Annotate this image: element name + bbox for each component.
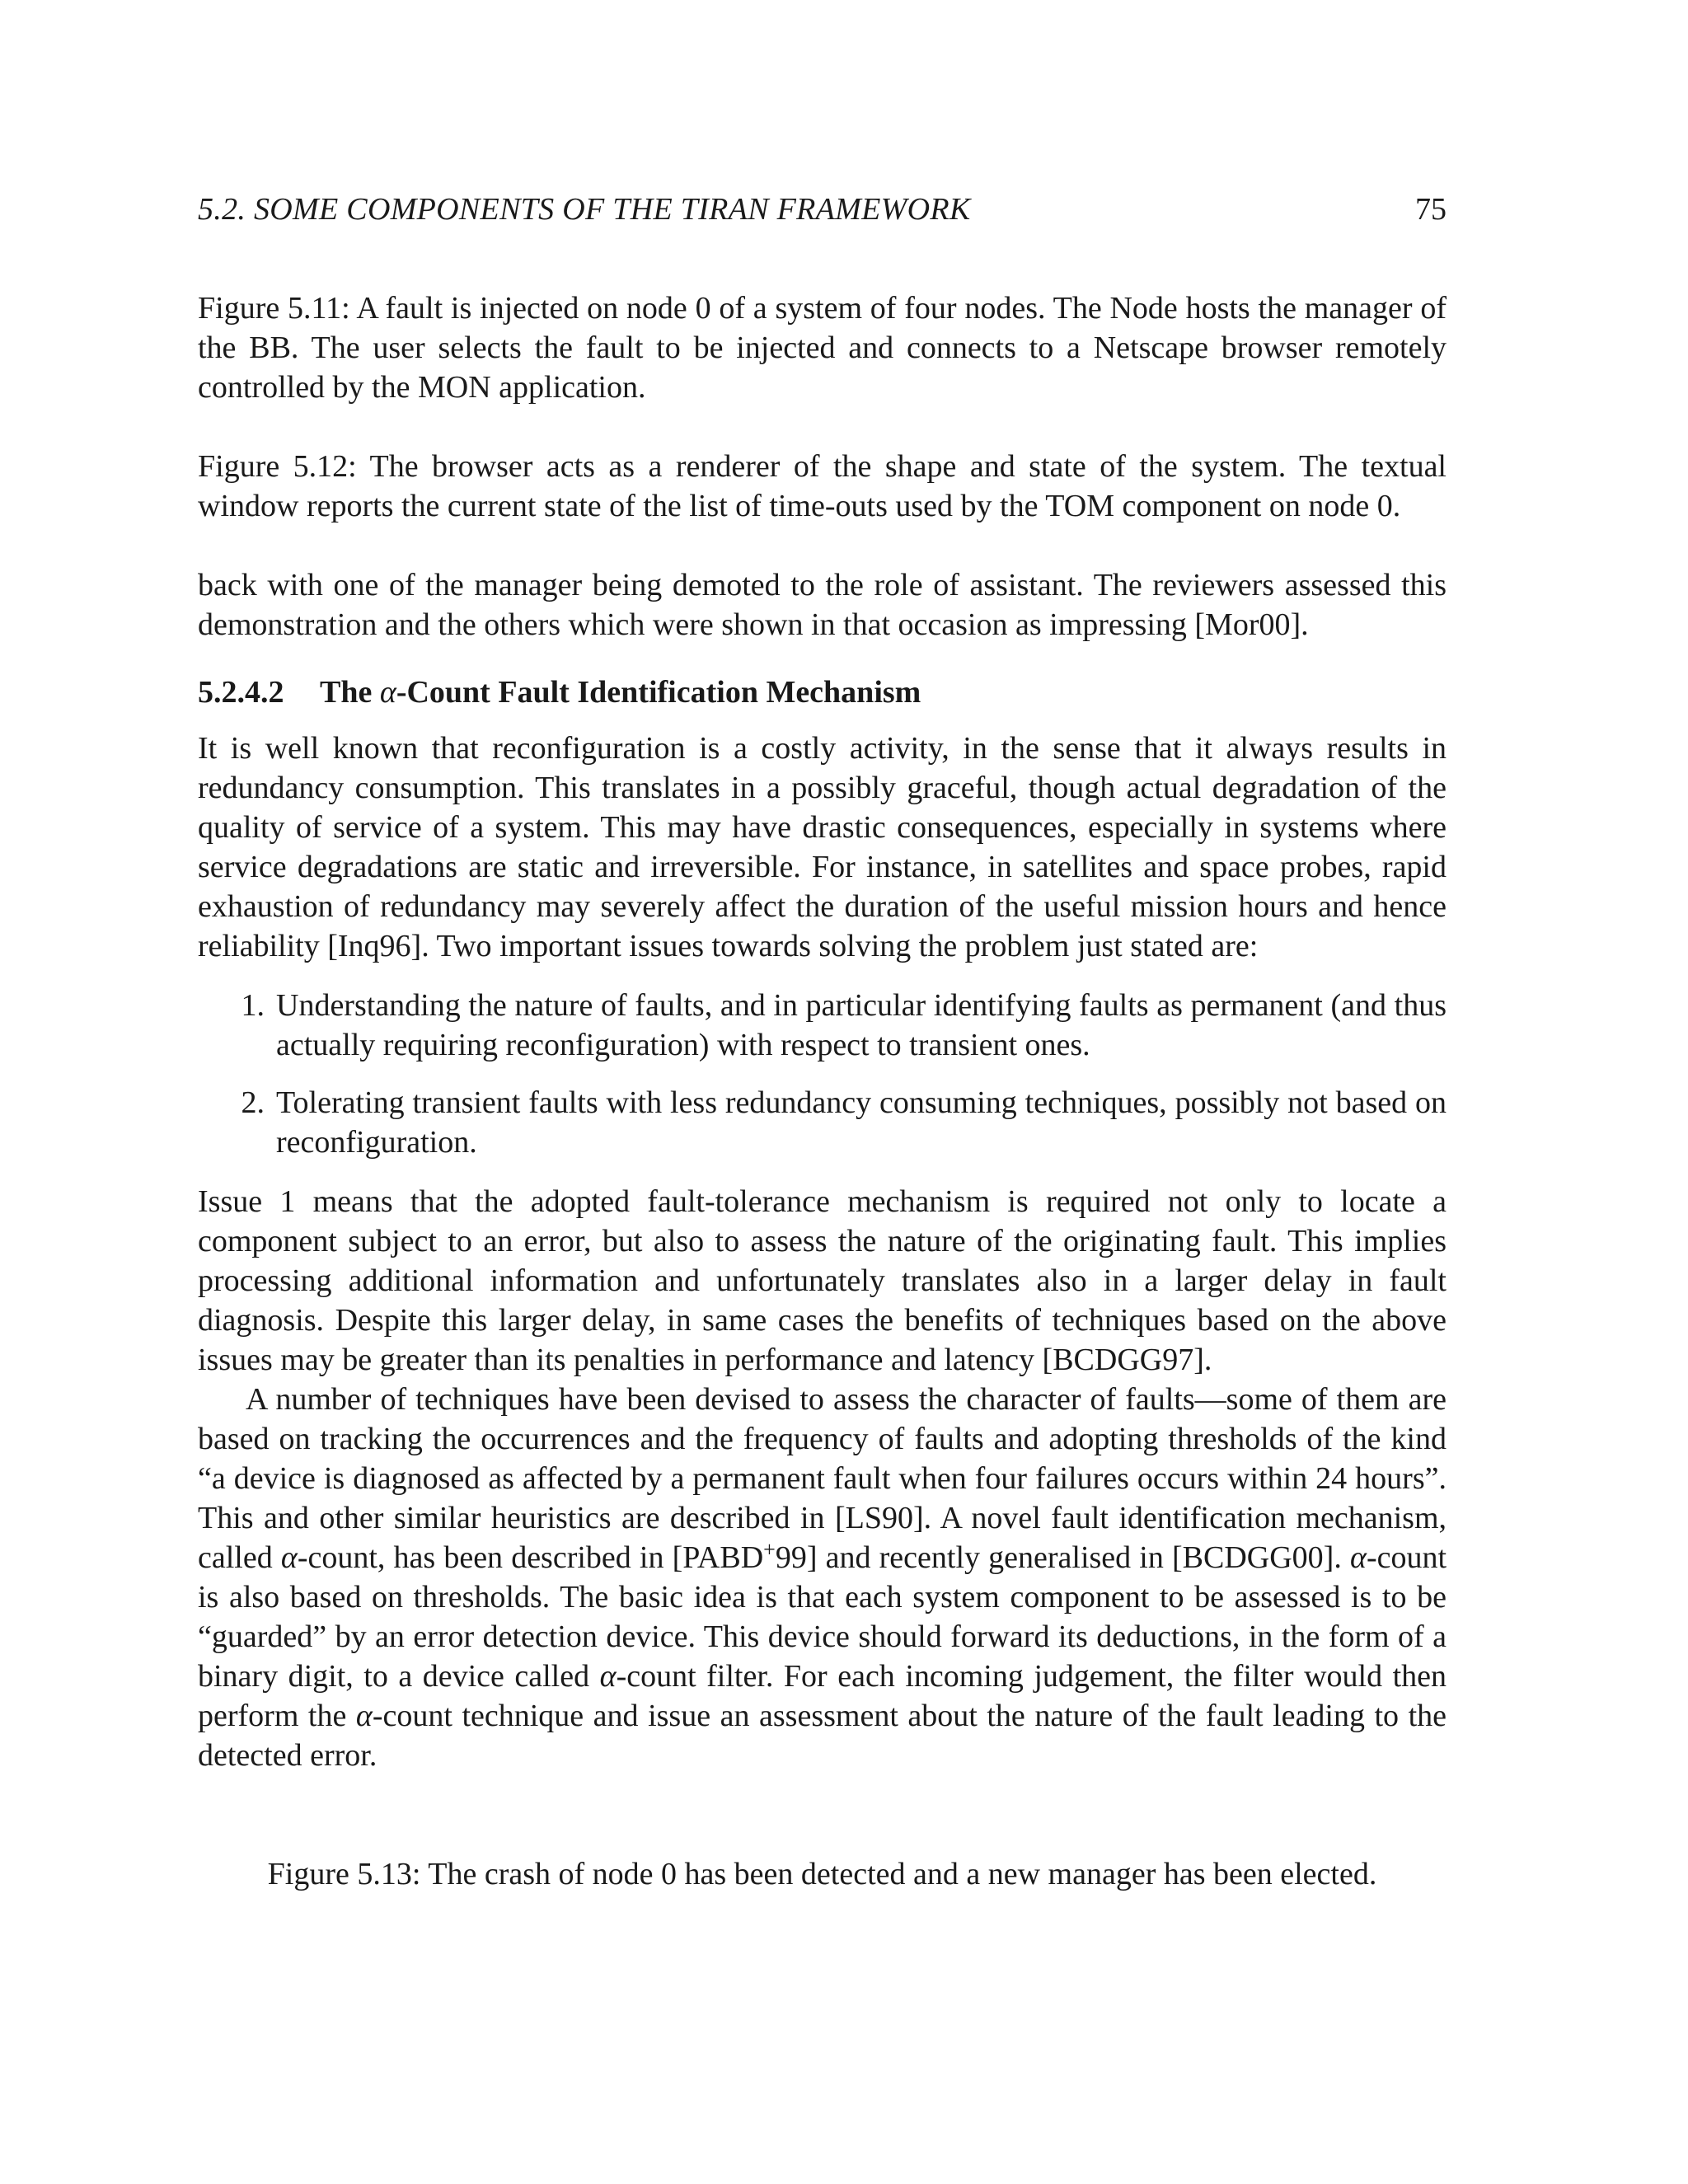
techniques-text: -count, has been described in [PABD <box>297 1540 764 1575</box>
page <box>198 190 1447 1894</box>
techniques-text: -count technique and issue an assessment about the nature of the fault leading to the detected error. <box>198 1699 1447 1773</box>
intro-paragraph: It is well known that reconfiguration is a costly activity, in the sense that it always results in redundancy consumption. This translates in a possibly graceful, though actual degradation of the quality of service of a system. This may have drastic consequences, especially in systems where service degradations are static and irreversible. For instance, in satellites and space probes, rapid exhaustion of redundancy may severely affect the duration of the useful mission hours and hence reliability [Inq96]. Two important issues towards solving the problem just stated are: <box>198 731 1447 963</box>
list-item-text: Understanding the nature of faults, and in particular identifying faults as permanent (and thus actually requiring reconfiguration) with respect to transient ones. <box>276 988 1447 1062</box>
figure-5-13-caption: Figure 5.13: The crash of node 0 has been detected and a new manager has been elected. <box>267 1857 1377 1891</box>
figure-5-11-caption: Figure 5.11: A fault is injected on node 0 of a system of four nodes. The Node hosts the manager of the BB. The user selects the fault to be injected and connects to a Netscape browser remotely controlled by the MON application. <box>198 291 1447 405</box>
running-header <box>198 190 1447 229</box>
techniques-text: 99] and recently generalised in [BCDGG00]. <box>775 1540 1350 1575</box>
list-item-marker: 1. <box>241 988 265 1023</box>
continuation-paragraph: back with one of the manager being demoted to the role of assistant. The reviewers assessed this demonstration and the others which were shown in that occasion as impressing [Mor00]. <box>198 568 1447 642</box>
list-item-text: Tolerating transient faults with less redundancy consuming techniques, possibly not based on reconfiguration. <box>276 1085 1447 1160</box>
subsection-number: 5.2.4.2 <box>198 675 284 710</box>
page-number: 75 <box>1415 192 1447 227</box>
techniques-text: -count is also based on thresholds. The basic idea is that each system component to be assessed is to be “guarded” by an error detection device. This device should forward its deductions, in the form of a binary digit, to a device called <box>198 1540 1447 1694</box>
techniques-text: A number of techniques have been devised to assess the character of faults—some of them are based on tracking the occurrences and the frequency of faults and adopting thresholds of the kind “a device is diagnosed as affected by a permanent fault when four failures occurs within 24 hours”. This and other similar heuristics are described in [LS90]. A novel fault identification mechanism, called <box>198 1382 1447 1575</box>
list-item-marker: 2. <box>241 1085 265 1120</box>
alpha-symbol: α <box>599 1659 617 1694</box>
list-item <box>198 1083 1447 1162</box>
alpha-symbol: α <box>379 675 396 710</box>
running-header-section-title: 5.2. SOME COMPONENTS OF THE TIRAN FRAMEWORK <box>198 192 971 227</box>
subsection-heading <box>198 673 1447 712</box>
alpha-symbol: α <box>1349 1540 1367 1575</box>
issues-list <box>198 986 1447 1162</box>
alpha-symbol: α <box>355 1699 373 1733</box>
figure-5-12-caption: Figure 5.12: The browser acts as a renderer of the shape and state of the system. The textual window reports the current state of the list of time-outs used by the TOM component on node 0. <box>198 449 1447 523</box>
issue-one-paragraph: Issue 1 means that the adopted fault-tolerance mechanism is required not only to locate a component subject to an error, but also to assess the nature of the originating fault. This implies processing additional information and unfortunately translates also in a larger delay in fault diagnosis. Despite this larger delay, in same cases the benefits of techniques based on the above issues may be greater than its penalties in performance and latency [BCDGG97]. <box>198 1184 1447 1377</box>
techniques-text: -count filter. For each incoming judgement, the filter would then perform the <box>198 1659 1447 1733</box>
subsection-title-prefix: The <box>320 675 380 710</box>
subsection-title-suffix: -Count Fault Identification Mechanism <box>396 675 921 710</box>
superscript-plus: + <box>763 1537 776 1562</box>
list-item <box>198 986 1447 1065</box>
techniques-paragraph <box>198 1380 1447 1775</box>
alpha-symbol: α <box>280 1540 298 1575</box>
